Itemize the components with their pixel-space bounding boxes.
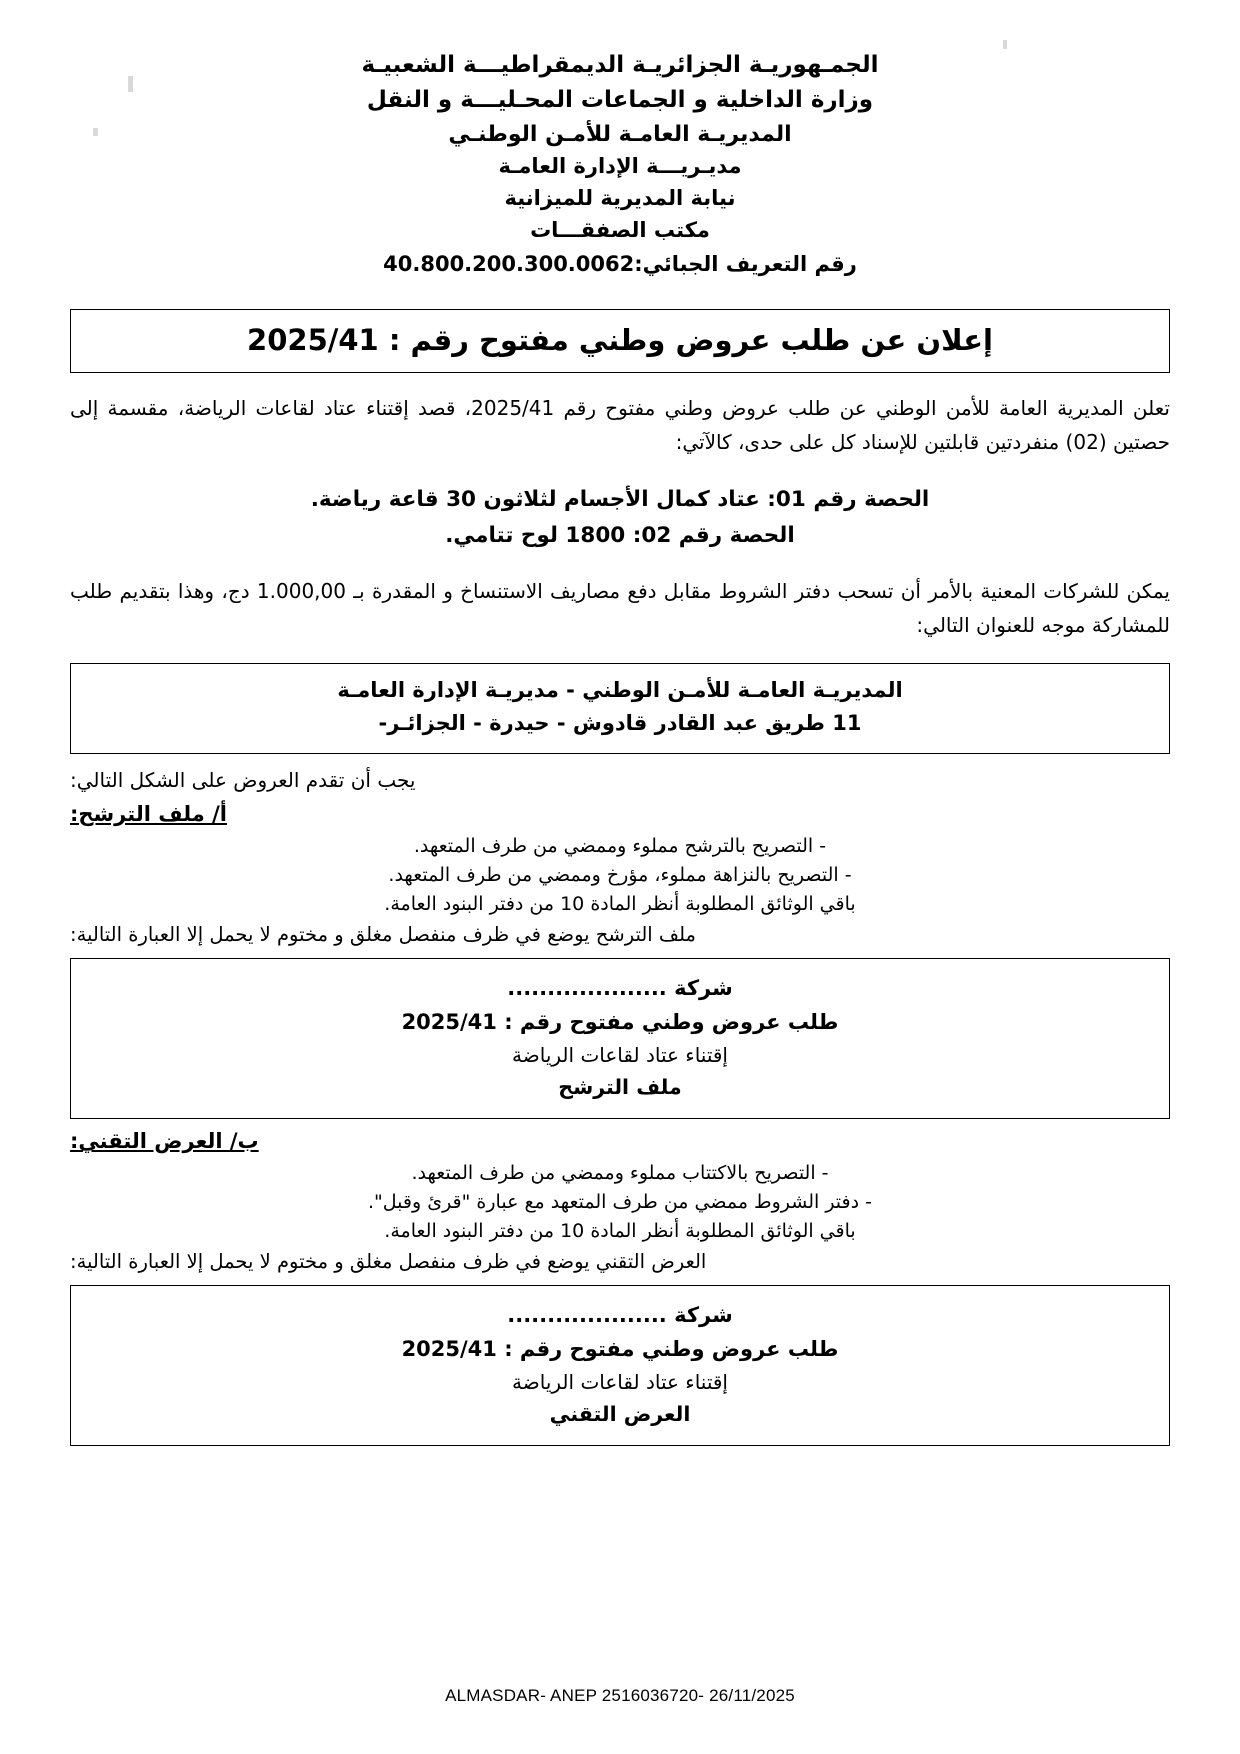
list-item: باقي الوثائق المطلوبة أنظر المادة 10 من دفتر البنود العامة. [384, 892, 856, 915]
envelope-tender-line: طلب عروض وطني مفتوح رقم : 2025/41 [401, 1009, 839, 1034]
letterhead-line-3: المديريـة العامـة للأمـن الوطنـي [448, 121, 792, 147]
scan-artifact [128, 76, 133, 92]
list-item: - التصريح بالترشح مملوء وممضي من طرف المتعهد. [413, 834, 827, 857]
envelope-company-line: شركة .................... [507, 1302, 733, 1327]
section-a-envelope-box [70, 958, 1170, 1120]
section-b-note: العرض التقني يوضع في ظرف منفصل مغلق و مختوم لا يحمل إلا العبارة التالية: [70, 1249, 707, 1273]
section-a-heading-text: أ/ ملف الترشح: [70, 801, 227, 826]
withdrawal-paragraph: يمكن للشركات المعنية بالأمر أن تسحب دفتر الشروط مقابل دفع مصاريف الاستنساخ و المقدرة بـ 1.000,00 دج، وهذا بتقديم طلب للمشاركة موجه للعنوان التالي: [70, 578, 1170, 638]
scan-artifact [93, 128, 98, 136]
letterhead-line-6: مكتب الصفقـــات [530, 218, 710, 243]
list-item: باقي الوثائق المطلوبة أنظر المادة 10 من دفتر البنود العامة. [384, 1219, 856, 1242]
envelope-tender-line: طلب عروض وطني مفتوح رقم : 2025/41 [401, 1336, 839, 1361]
list-item: - التصريح بالنزاهة مملوء، مؤرخ وممضي من طرف المتعهد. [388, 863, 852, 886]
letterhead [70, 48, 1170, 281]
footer-reference: ALMASDAR- ANEP 2516036720- 26/11/2025 [445, 1686, 795, 1705]
letterhead-line-5: نيابة المديرية للميزانية [504, 186, 736, 211]
scan-artifact [1003, 40, 1007, 49]
intro-paragraph: تعلن المديرية العامة للأمن الوطني عن طلب عروض وطني مفتوح رقم 2025/41، قصد إقتناء عتاد لقاعات الرياضة، مقسمة إلى حصتين (02) منفردتين قابلتين للإسناد كل على حدى، كالآتي: [70, 395, 1170, 455]
section-b-envelope-box [70, 1285, 1170, 1447]
envelope-object-line: إقتناء عتاد لقاعات الرياضة [512, 1369, 728, 1394]
letterhead-line-4: مديـريـــة الإدارة العامـة [498, 154, 742, 179]
envelope-object-line: إقتناء عتاد لقاعات الرياضة [512, 1042, 728, 1067]
section-b-bullets [70, 1159, 1170, 1246]
letterhead-line-2: وزارة الداخلية و الجماعات المحـليـــة و النقل [366, 86, 874, 113]
section-b-heading [70, 1129, 1170, 1153]
list-item: - دفتر الشروط ممضي من طرف المتعهد مع عبارة "قرئ وقبل". [368, 1191, 872, 1214]
announcement-title: إعلان عن طلب عروض وطني مفتوح رقم : 2025/41 [247, 322, 993, 357]
section-b-heading-text: ب/ العرض التقني: [70, 1129, 259, 1154]
envelope-type-line: العرض التقني [549, 1402, 691, 1427]
address-line-1: المديريـة العامـة للأمـن الوطني - مديريـة الإدارة العامـة [337, 677, 903, 702]
letterhead-line-1: الجمـهوريـة الجزائريـة الديمقراطيـــة الشعبيـة [361, 52, 879, 78]
lot-1: الحصة رقم 01: عتاد كمال الأجسام لثلاثون 30 قاعة رياضة. [310, 486, 930, 512]
envelope-company-line: شركة .................... [507, 975, 733, 1000]
envelope-type-line: ملف الترشح [558, 1074, 682, 1099]
offers-intro: يجب أن تقدم العروض على الشكل التالي: [70, 767, 416, 792]
section-a-heading [70, 802, 1170, 826]
announcement-title-box [70, 309, 1170, 373]
section-a-note: ملف الترشح يوضع في ظرف منفصل مغلق و مختوم لا يحمل إلا العبارة التالية: [70, 922, 696, 946]
address-line-2: 11 طريق عبد القادر قادوش - حيدرة - الجزائـر- [378, 711, 862, 736]
section-a-bullets [70, 832, 1170, 919]
list-item: - التصريح بالاكتتاب مملوء وممضي من طرف المتعهد. [411, 1162, 829, 1185]
tax-identification-number: رقم التعريف الجبائي:40.800.200.300.0062 [383, 252, 857, 277]
lots-list [70, 482, 1170, 554]
lot-2: الحصة رقم 02: 1800 لوح تتامي. [445, 522, 795, 548]
address-box [70, 663, 1170, 754]
